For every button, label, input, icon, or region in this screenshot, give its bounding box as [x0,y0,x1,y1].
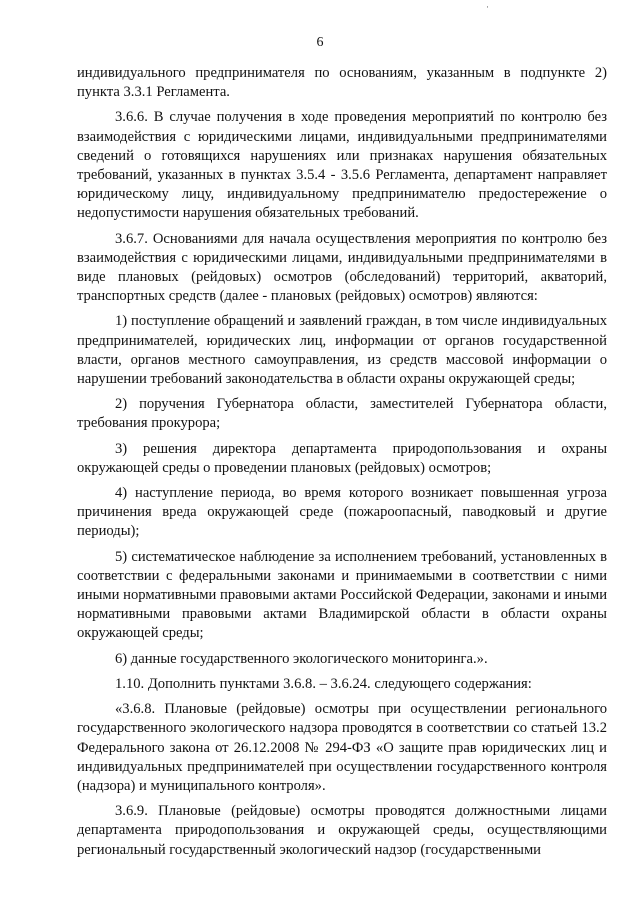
paragraph-3-6-8: «3.6.8. Плановые (рейдовые) осмотры при осуществлении регионального государственного экологического надзора проводятся в соответствии со статьей 13.2 Федерального закона от 26.12.2008 № 294-ФЗ «О защите прав юридических лиц и индивидуальных предпринимателей при осуществлении государственного контроля (надзора) и муниципального контроля». [77,701,607,794]
list-item-5: 5) систематическое наблюдение за исполнением требований, установленных в соответствии с федеральными законами и принимаемыми в соответствии с ними иными нормативными правовыми актами Российской Федерации, законами и иными нормативными правовыми актами Владимирской области в области охраны окружающей среды; [77,548,607,642]
paragraph-3-6-9: 3.6.9. Плановые (рейдовые) осмотры проводятся должностными лицами департамента природопользования и окружающей среды, осуществляющими региональный государственный экологический надзор (государственными [77,803,607,858]
document-body [77,64,607,866]
scan-mark: · [486,2,489,12]
page-number: 6 [316,35,324,50]
paragraph-1-10: 1.10. Дополнить пунктами 3.6.8. – 3.6.24. следующего содержания: [115,675,532,692]
list-item-3: 3) решения директора департамента природопользования и охраны окружающей среды о проведении плановых (рейдовых) осмотров; [77,440,607,476]
list-item-2: 2) поручения Губернатора области, заместителей Губернатора области, требования прокурора; [77,396,607,432]
paragraph-3-6-6: 3.6.6. В случае получения в ходе проведения мероприятий по контролю без взаимодействия с юридическими лицами, индивидуальными предпринимателями сведений о готовящихся нарушениях или признаках нарушения обязательных требований, указанных в пунктах 3.5.4 - 3.5.6 Регламента, департамент направляет юридическому лицу, индивидуальному предпринимателю предостережение о недопустимости нарушения обязательных требований. [77,109,607,222]
list-item-4: 4) наступление периода, во время которого возникает повышенная угроза причинения вреда окружающей среде (пожароопасный, паводковый и другие периоды); [77,485,607,540]
list-item-1: 1) поступление обращений и заявлений граждан, в том числе индивидуальных предпринимателей, юридических лиц, информации от органов государственной власти, органов местного самоуправления, из средств массовой информации о нарушении требований законодательства в области охраны окружающей среды; [77,313,607,388]
list-item-6: 6) данные государственного экологического мониторинга.». [115,650,488,667]
paragraph-continuation: индивидуального предпринимателя по основаниям, указанным в подпункте 2) пункта 3.3.1 Регламента. [77,65,607,101]
paragraph-3-6-7: 3.6.7. Основаниями для начала осуществления мероприятия по контролю без взаимодействия с юридическими лицами, индивидуальными предпринимателями в виде плановых (рейдовых) осмотров (обследований) территорий, акваторий, транспортных средств (далее - плановых (рейдовых) осмотров) являются: [77,230,607,305]
